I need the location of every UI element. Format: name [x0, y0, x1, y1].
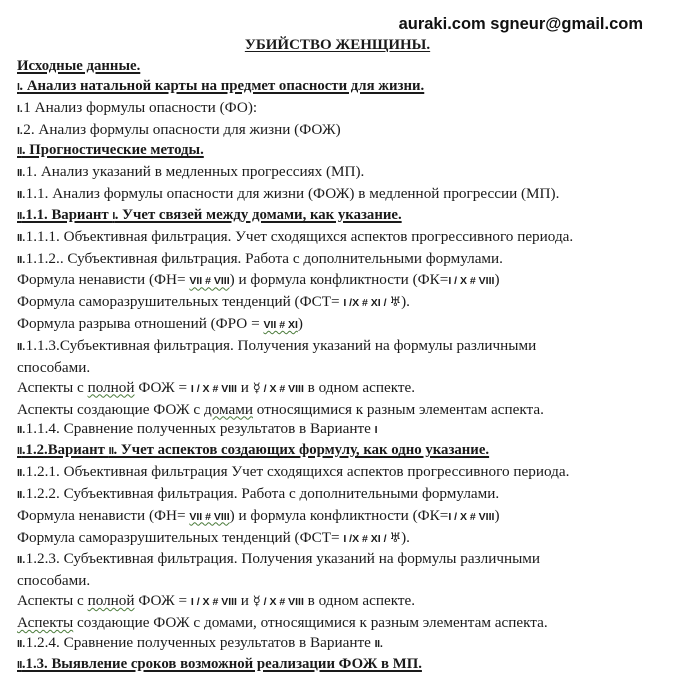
- line-text: ).: [401, 528, 410, 546]
- roman-numeral: I: [112, 209, 115, 222]
- line-text: .1.1.3.Субъективная фильтрация. Получения указаний на формулы различными: [21, 336, 537, 354]
- line-text: Формула ненависти (ФН=: [17, 271, 190, 289]
- line-text: ): [494, 271, 500, 289]
- document-title: [0, 35, 675, 55]
- line-1-2: [17, 120, 667, 142]
- formula-value: VII # XI: [263, 319, 298, 332]
- line-text: относящимися к разным элементам аспекта.: [253, 400, 544, 418]
- formula-value: I / X # VIII: [448, 275, 495, 288]
- formula-hate-conflict: [17, 270, 667, 292]
- line-text: способами.: [17, 358, 91, 376]
- line-text: и: [236, 378, 253, 396]
- line-text: ) и формула конфликтности (ФК=: [229, 506, 449, 524]
- line-text: Аспекты создающие ФОЖ с: [17, 400, 204, 418]
- title-text: УБИЙСТВО ЖЕНЩИНЫ.: [244, 37, 431, 53]
- roman-numeral: II: [17, 445, 22, 458]
- roman-numeral: II: [17, 340, 22, 353]
- heading-text: . Прогностические методы.: [21, 142, 204, 159]
- roman-numeral: I: [374, 424, 378, 437]
- line-text: .1.1.4. Сравнение полученных результатов в Варианте: [21, 420, 375, 438]
- roman-numeral: II: [17, 424, 22, 437]
- line-text: Формула саморазрушительных тенденций (ФСТ=: [17, 528, 344, 546]
- line-text: Формула ненависти (ФН=: [17, 506, 190, 524]
- mercury-icon: ☿: [252, 594, 261, 610]
- formula-self-destruction-2: [17, 528, 667, 550]
- heading-text: .1.2.Вариант: [21, 442, 109, 459]
- line-text: Аспекты с: [17, 378, 88, 396]
- line-text: Формула разрыва отношений (ФРО =: [17, 315, 264, 333]
- aspects-houses-2: [17, 613, 667, 633]
- line-2-1-2-4: [17, 633, 667, 655]
- line-text: .1.2.2. Субъективная фильтрация. Работа с дополнительными формулами.: [21, 484, 500, 502]
- formula-value: I / X # VIII: [190, 382, 237, 395]
- line-2-1-1-2: [17, 249, 667, 271]
- formula-value: VII # VIII: [189, 510, 230, 523]
- formula-self-destruction: [17, 292, 667, 314]
- heading-text: .1.3. Выявление сроков возможной реализации ФОЖ в МП.: [21, 655, 422, 672]
- heading-text: .1.1. Вариант: [21, 206, 113, 223]
- line-text: в одном аспекте.: [303, 378, 416, 396]
- roman-numeral: II: [17, 658, 22, 671]
- roman-numeral: II: [17, 231, 22, 244]
- uranus-icon: ♅: [389, 295, 402, 311]
- heading-section-1: [17, 77, 667, 98]
- watermark-text: auraki.com sgneur@gmail.com: [398, 15, 643, 33]
- line-text: в одном аспекте.: [303, 592, 416, 610]
- line-2-1-1-1: [17, 227, 667, 249]
- formula-value: I /X # XI /: [343, 297, 390, 310]
- line-text: .1.2.3. Субъективная фильтрация. Получения указаний на формулы различными: [21, 550, 541, 568]
- roman-numeral: II: [17, 209, 22, 222]
- formula-value: I / X # VIII: [190, 596, 237, 609]
- line-2-1-1: [17, 184, 667, 206]
- formula-value: / X # VIII: [260, 382, 304, 395]
- roman-numeral: II: [17, 145, 22, 158]
- line-text: Аспекты с: [17, 592, 88, 610]
- aspects-full-fozh: [17, 378, 667, 400]
- line-text: .1. Анализ указаний в медленных прогрессиях (МП).: [21, 163, 365, 181]
- heading-text: . Учет аспектов создающих формулу, как одно указание.: [113, 442, 490, 459]
- aspects-houses: [17, 400, 667, 420]
- line-text: способами.: [17, 572, 91, 590]
- line-text: ФОЖ =: [134, 592, 191, 610]
- roman-numeral: II: [374, 637, 380, 650]
- line-text: Формула саморазрушительных тенденций (ФСТ=: [17, 293, 344, 311]
- roman-numeral: II: [17, 253, 22, 266]
- line-text: .: [379, 633, 384, 651]
- formula-value: I / X # VIII: [448, 510, 495, 523]
- line-text: ) и формула конфликтности (ФК=: [229, 271, 449, 289]
- document-body: [0, 57, 667, 675]
- roman-numeral: II: [108, 445, 114, 458]
- line-text: ): [297, 315, 303, 333]
- formula-value: / X # VIII: [260, 596, 304, 609]
- roman-numeral: II: [17, 467, 22, 480]
- mercury-icon: ☿: [252, 380, 261, 396]
- roman-numeral: II: [17, 167, 22, 180]
- line-continuation: [17, 571, 667, 591]
- line-2-1-1-3: [17, 336, 667, 358]
- spellcheck-word: полной: [87, 592, 135, 610]
- line-2-1-2-2: [17, 484, 667, 506]
- uranus-icon: ♅: [389, 530, 402, 546]
- formula-hate-conflict-2: [17, 506, 667, 528]
- line-2-1-1-4: [17, 419, 667, 441]
- heading-variant-2: [17, 441, 667, 462]
- formula-relationship-break: [17, 314, 667, 336]
- line-text: ): [494, 506, 500, 524]
- roman-numeral: I: [17, 80, 20, 93]
- formula-value: VII # VIII: [189, 275, 230, 288]
- line-text: ).: [401, 293, 410, 311]
- roman-numeral: I: [17, 102, 20, 115]
- line-2-1: [17, 162, 667, 184]
- line-continuation: [17, 358, 667, 378]
- line-text: .1 Анализ формулы опасности (ФО):: [19, 98, 258, 116]
- heading-section-2: [17, 141, 667, 162]
- aspects-full-fozh-2: [17, 591, 667, 613]
- spellcheck-word: полной: [87, 378, 135, 396]
- line-2-1-2-1: [17, 462, 667, 484]
- line-2-1-2-3: [17, 549, 667, 571]
- line-1-1: [17, 98, 667, 120]
- roman-numeral: II: [17, 637, 22, 650]
- roman-numeral: I: [17, 124, 20, 137]
- roman-numeral: II: [17, 488, 22, 501]
- spellcheck-word: Аспекты: [17, 613, 74, 631]
- heading-variant-1: [17, 206, 667, 227]
- spellcheck-word: домами: [203, 400, 253, 418]
- line-text: ФОЖ =: [134, 378, 191, 396]
- heading-text: . Анализ натальной карты на предмет опасности для жизни.: [19, 77, 425, 94]
- roman-numeral: II: [17, 189, 22, 202]
- line-text: .1.1.2.. Субъективная фильтрация. Работа с дополнительными формулами.: [21, 249, 503, 267]
- line-text: .1.1.1. Объективная фильтрация. Учет сходящихся аспектов прогрессивного периода.: [21, 227, 574, 245]
- formula-value: I /X # XI /: [343, 532, 390, 545]
- heading-text: . Учет связей между домами, как указание.: [114, 206, 402, 223]
- line-text: .1.1. Анализ формулы опасности для жизни (ФОЖ) в медленной прогрессии (МП).: [21, 185, 560, 203]
- line-text: создающие ФОЖ с домами, относящимися к разным элементам аспекта.: [73, 613, 548, 631]
- roman-numeral: II: [17, 554, 22, 567]
- heading-source-data: [17, 57, 667, 77]
- line-text: .2. Анализ формулы опасности для жизни (ФОЖ): [19, 120, 341, 138]
- heading-text: Исходные данные.: [17, 58, 141, 74]
- line-text: .1.2.1. Объективная фильтрация Учет сходящихся аспектов прогрессивного периода.: [21, 463, 570, 481]
- line-text: и: [236, 592, 253, 610]
- heading-2-1-3: [17, 655, 667, 675]
- line-text: .1.2.4. Сравнение полученных результатов в Варианте: [21, 633, 375, 651]
